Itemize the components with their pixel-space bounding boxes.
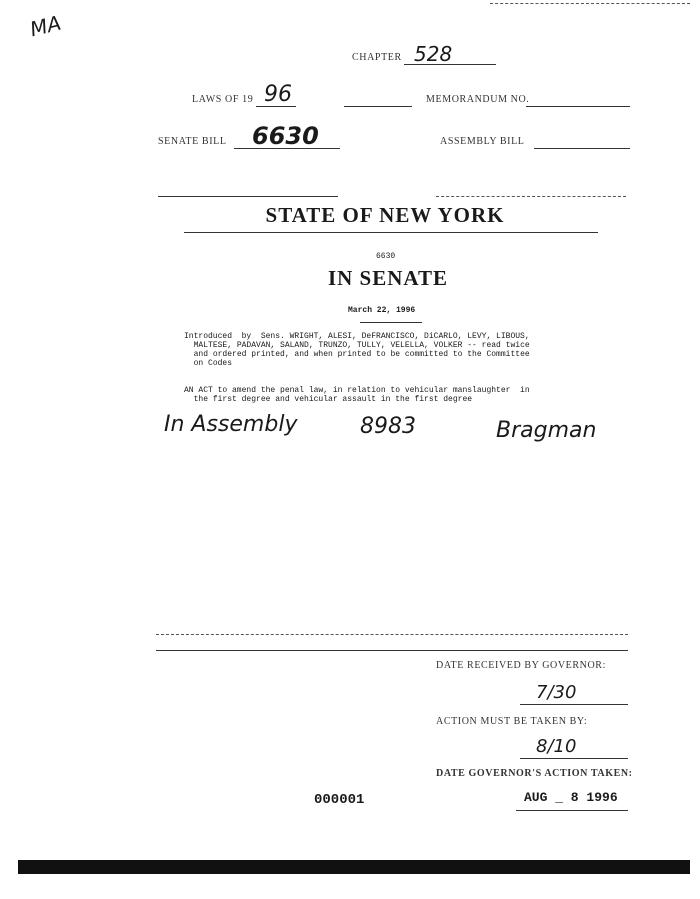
introduction-line-2: MALTESE, PADAVAN, SALAND, TRUNZO, TULLY, VELELLA, VOLKER -- read twice [193,341,530,350]
memorandum-underline [526,106,630,107]
action-by-underline [520,758,628,759]
lower-separator-1 [156,634,628,635]
introduction-paragraph [184,332,530,368]
corner-initials: MA [27,10,64,42]
date-received-value: 7/30 [536,682,577,703]
action-taken-underline [516,810,628,811]
chapter-label: CHAPTER [352,52,402,63]
lower-separator-2 [156,650,628,651]
assembly-bill-label: ASSEMBLY BILL [440,136,525,147]
page-number: 000001 [314,792,365,808]
introduction-line-3: and ordered printed, and when printed to be committed to the Committee [193,350,530,359]
laws-underline [256,106,296,107]
date-underline [360,322,422,323]
date-received-label: DATE RECEIVED BY GOVERNOR: [436,660,606,671]
state-title-underline [184,232,598,233]
act-line-1: AN ACT to amend the penal law, in relation to vehicular manslaughter in [184,386,530,395]
action-taken-stamp: AUG _ 8 1996 [524,790,618,805]
chapter-value: 528 [414,42,453,66]
in-assembly-note: In Assembly [164,412,298,437]
bottom-scan-bar [18,860,690,874]
chapter-underline [404,64,496,65]
senate-bill-value: 6630 [252,122,319,150]
introduction-line-4: on Codes [193,359,233,368]
introduction-line-1: Introduced by Sens. WRIGHT, ALESI, DeFRANCISCO, DiCARLO, LEVY, LIBOUS, [184,332,530,341]
separator-left [158,196,338,197]
senate-bill-underline [234,148,340,149]
introduction-date: March 22, 1996 [348,306,416,315]
action-by-value: 8/10 [536,736,577,757]
memorandum-label: MEMORANDUM NO. [426,94,530,105]
separator-right [436,196,626,197]
chamber-title: IN SENATE [327,266,449,290]
senate-bill-label: SENATE BILL [158,136,227,147]
act-line-2: the first degree and vehicular assault in the first degree [193,395,473,404]
date-received-underline [520,704,628,705]
bill-number: 6630 [376,252,396,261]
action-taken-label: DATE GOVERNOR'S ACTION TAKEN: [436,768,633,779]
top-edge-rule [490,3,690,4]
sponsor-note: Bragman [496,418,597,443]
laws-year: 96 [264,82,292,107]
assembly-number-note: 8983 [360,414,416,439]
blank-underline [344,106,412,107]
laws-label: LAWS OF 19 [192,94,254,105]
action-by-label: ACTION MUST BE TAKEN BY: [436,716,588,727]
assembly-bill-underline [534,148,630,149]
state-title: STATE OF NEW YORK [265,203,505,227]
act-paragraph [184,386,530,404]
